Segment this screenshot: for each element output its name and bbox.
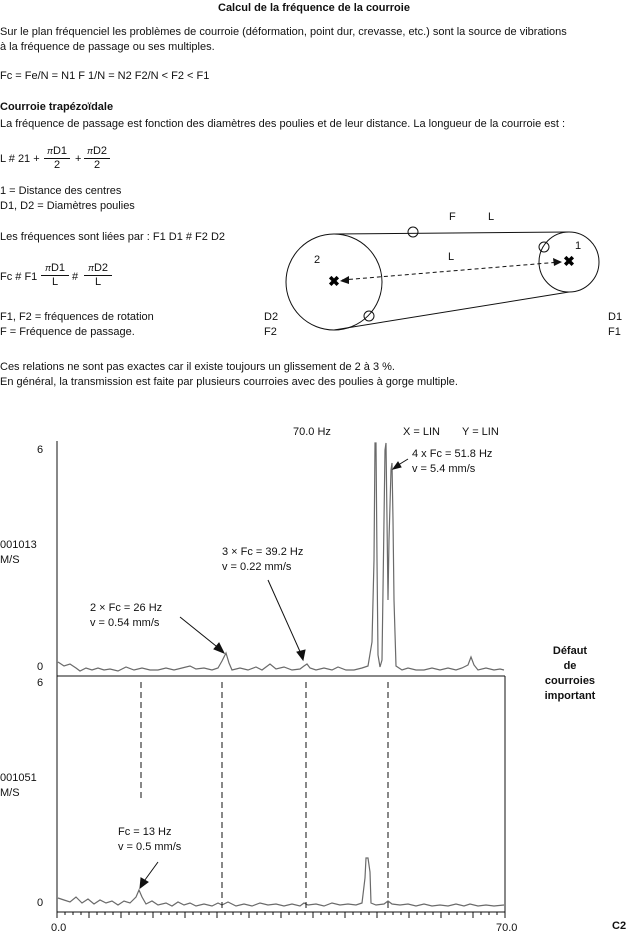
fraction-denominator: 2 bbox=[93, 159, 101, 171]
fc-formula-text: Fc = Fe/N = N1 F 1/N = N2 F2/N < F2 < F1 bbox=[0, 70, 210, 82]
note-transmission: En général, la transmission est faite par plusieurs courroies avec des poulies à gorge multiple. bbox=[0, 376, 458, 388]
intro-line-1: Sur le plan fréquenciel les problèmes de courroie (déformation, point dur, crevasse, etc.) sont la source de vibrations bbox=[0, 26, 567, 38]
center-mark-large: ✖ bbox=[328, 273, 340, 289]
diagnosis-line-4: important bbox=[544, 690, 596, 702]
bottom-spectrum-trace bbox=[58, 858, 504, 906]
fc-formula-mid: # bbox=[72, 271, 79, 283]
fraction-denominator: 2 bbox=[53, 159, 61, 171]
top-ymax-label: 6 bbox=[37, 444, 44, 456]
bottom-channel-unit: M/S bbox=[0, 787, 20, 799]
fraction-denominator: L bbox=[51, 276, 59, 288]
arrowhead-2fc bbox=[214, 643, 224, 653]
annotation-fc-velocity: v = 0.5 mm/s bbox=[118, 841, 182, 853]
diagnosis-line-3: courroies bbox=[544, 675, 596, 687]
diagram-d1: D1 bbox=[608, 311, 623, 323]
annotation-3fc-velocity: v = 0.22 mm/s bbox=[222, 561, 292, 573]
spectrum-frequency-marker: 70.0 Hz bbox=[293, 426, 331, 438]
definition-rotation: F1, F2 = fréquences de rotation bbox=[0, 311, 154, 323]
diagram-f2: F2 bbox=[264, 326, 277, 338]
pi-symbol: π bbox=[44, 263, 51, 273]
pulley-label-2: 2 bbox=[314, 254, 321, 266]
annotation-2fc-velocity: v = 0.54 mm/s bbox=[90, 617, 160, 629]
x-axis-ticks bbox=[57, 912, 505, 918]
pi-symbol: π bbox=[46, 146, 53, 156]
bottom-channel-id: 001051 bbox=[0, 772, 37, 784]
fc-formula-lhs: Fc # F1 bbox=[0, 271, 38, 283]
pi-symbol: π bbox=[87, 263, 94, 273]
x-axis-end: 70.0 bbox=[496, 922, 518, 934]
definition-diameters: D1, D2 = Diamètres poulies bbox=[0, 200, 135, 212]
spectrum-x-scale: X = LIN bbox=[403, 426, 440, 438]
arrow-3fc bbox=[268, 580, 302, 656]
section-title: Courroie trapézoïdale bbox=[0, 101, 114, 113]
page-code: C2 bbox=[612, 920, 627, 932]
fraction-numerator: D1 bbox=[50, 262, 66, 274]
definition-passage: F = Fréquence de passage. bbox=[0, 326, 135, 338]
arrowhead-4fc bbox=[393, 462, 401, 469]
length-formula-lhs: L # 21 + bbox=[0, 153, 40, 165]
arrowhead-fc bbox=[140, 878, 148, 888]
fraction-numerator: D2 bbox=[92, 145, 108, 157]
top-channel-id: 001013 bbox=[0, 539, 37, 551]
diagnosis-line-2: de bbox=[563, 660, 577, 672]
arrow-2fc bbox=[180, 617, 221, 650]
annotation-3fc-freq: 3 × Fc = 39.2 Hz bbox=[222, 546, 304, 558]
center-mark-small: ✖ bbox=[563, 253, 575, 269]
bottom-ymin-label: 0 bbox=[37, 897, 44, 909]
fraction-denominator: L bbox=[94, 276, 102, 288]
top-channel-unit: M/S bbox=[0, 554, 20, 566]
x-axis-start: 0.0 bbox=[51, 922, 67, 934]
frequency-relation: Les fréquences sont liées par : F1 D1 # F2 D2 bbox=[0, 231, 226, 243]
section-text: La fréquence de passage est fonction des diamètres des poulies et de leur distance. La longueur de la courroie est : bbox=[0, 118, 566, 130]
fraction-numerator: D2 bbox=[93, 262, 109, 274]
diagnosis-line-1: Défaut bbox=[552, 645, 588, 657]
diagram-label-f: F bbox=[449, 211, 456, 223]
diagram-label-l-mid: L bbox=[448, 251, 455, 263]
diagram-d2: D2 bbox=[264, 311, 279, 323]
arrowhead-3fc bbox=[297, 650, 305, 660]
annotation-fc-freq: Fc = 13 Hz bbox=[118, 826, 172, 838]
pulley-label-1: 1 bbox=[575, 240, 582, 252]
annotation-4fc-velocity: v = 5.4 mm/s bbox=[412, 463, 476, 475]
diagram-f1: F1 bbox=[608, 326, 621, 338]
page-title: Calcul de la fréquence de la courroie bbox=[218, 2, 410, 14]
spectrum-y-scale: Y = LIN bbox=[462, 426, 499, 438]
top-ymin-label: 0 bbox=[37, 661, 44, 673]
annotation-4fc-freq: 4 x Fc = 51.8 Hz bbox=[412, 448, 493, 460]
pi-symbol: π bbox=[86, 146, 93, 156]
plus-sign: + bbox=[75, 153, 82, 165]
note-slip: Ces relations ne sont pas exactes car il existe toujours un glissement de 2 à 3 %. bbox=[0, 361, 395, 373]
annotation-2fc-freq: 2 × Fc = 26 Hz bbox=[90, 602, 163, 614]
definition-distance: 1 = Distance des centres bbox=[0, 185, 122, 197]
bottom-ymax-label: 6 bbox=[37, 677, 44, 689]
diagram-label-l-top: L bbox=[488, 211, 495, 223]
fraction-numerator: D1 bbox=[52, 145, 68, 157]
intro-line-2: à la fréquence de passage ou ses multiples. bbox=[0, 41, 215, 53]
